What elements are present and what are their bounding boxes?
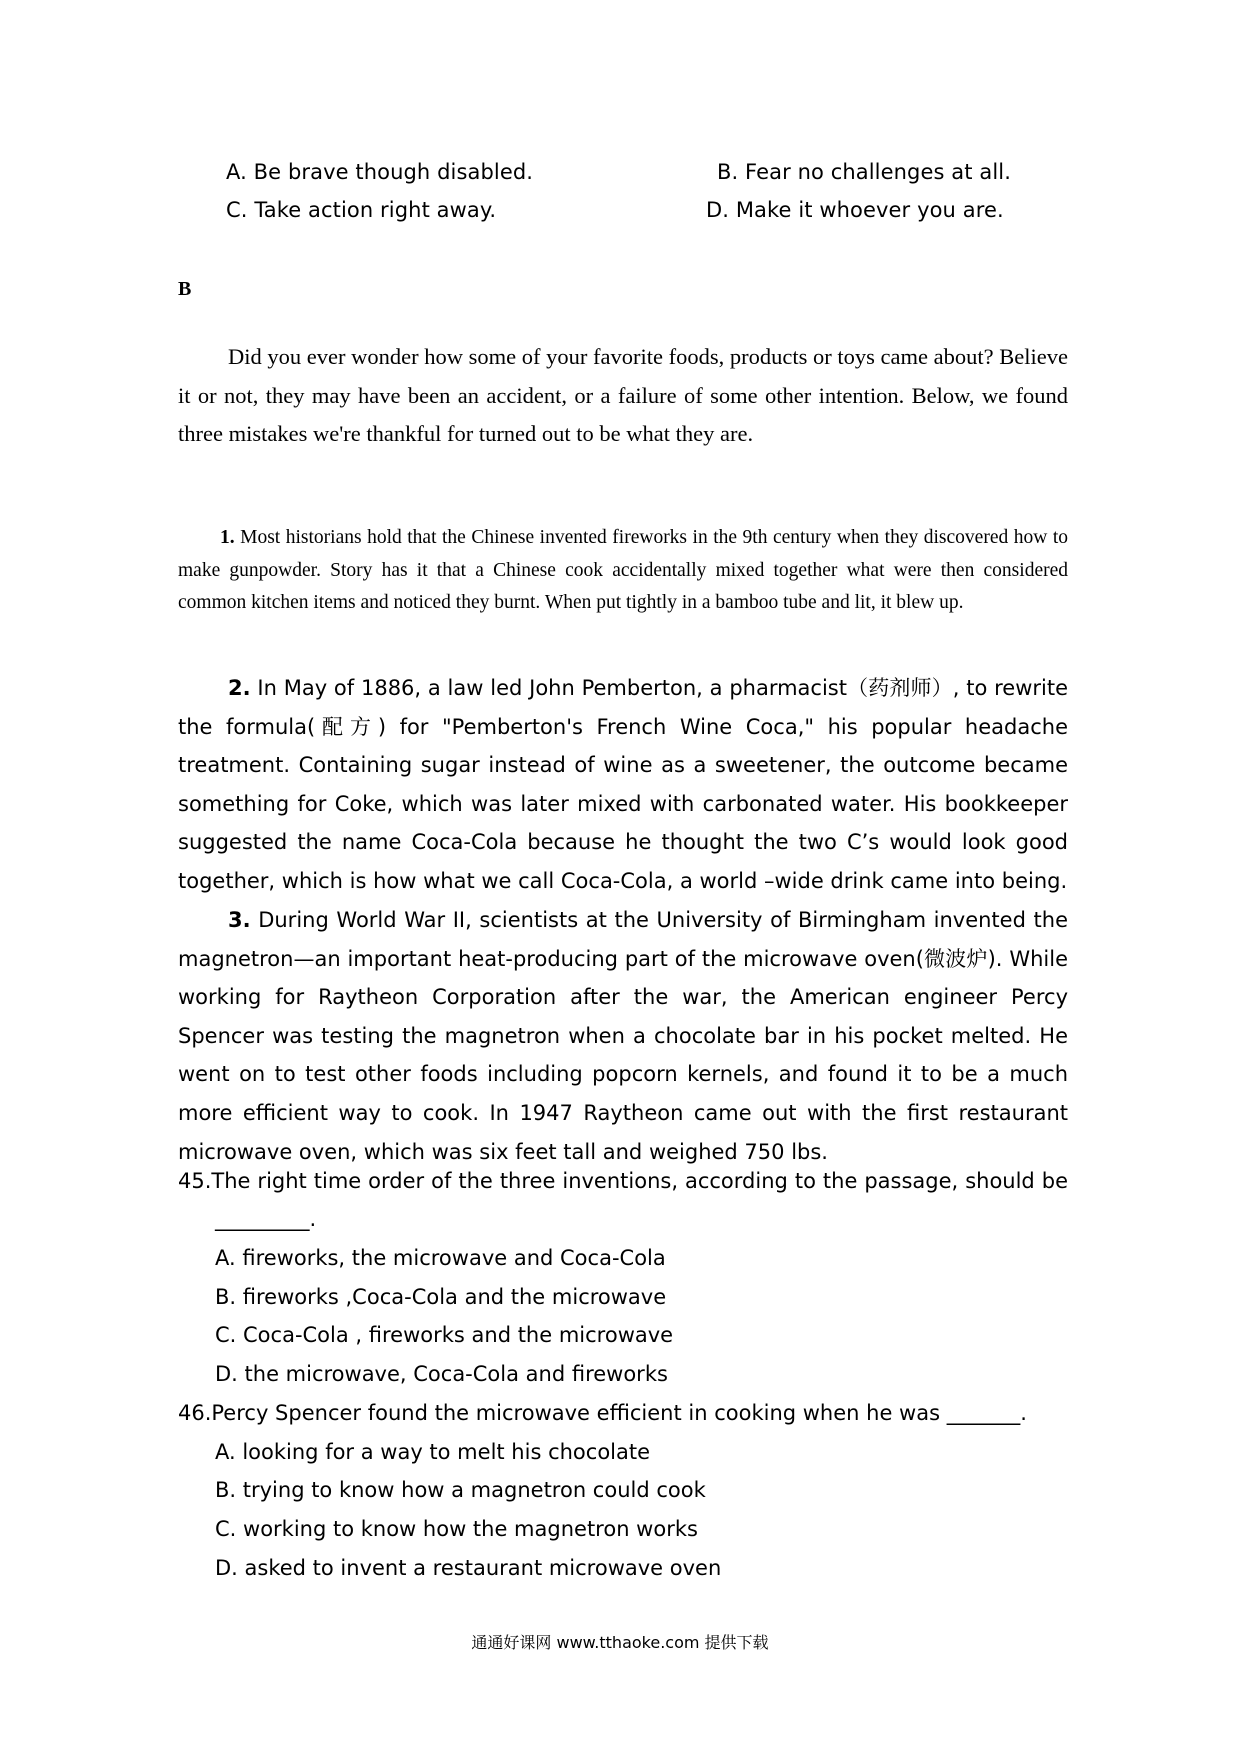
prev-option-d: D. Make it whoever you are.	[706, 198, 1004, 222]
item-text: In May of 1886, a law led John Pemberton, a pharmacist（药剂师）, to rewrite the formula(配方) for "Pemberton's French Wine Coca," his popular headache treatment. Containing sugar instead of wine as a sweetener, the outcome became something for Coke, which was later mixed with carbonated water. His bookkeeper suggested the name Coca-Cola because he thought the two C’s would look good together, which is how what we call Coca-Cola, a world –wide drink came into being.	[178, 676, 1068, 893]
item-number: 3.	[228, 908, 251, 932]
question-45-option-b: B. fireworks ,Coca-Cola and the microwave	[215, 1285, 667, 1309]
item-text: During World War II, scientists at the University of Birmingham invented the magnetron—an important heat-producing part of the microwave oven(微波炉). While working for Raytheon Corporation after the war, the American engineer Percy Spencer was testing the magnetron when a chocolate bar in his pocket melted. He went on to test other foods including popcorn kernels, and found it to be a much more efficient way to cook. In 1947 Raytheon came out with the first restaurant microwave oven, which was six feet tall and weighed 750 lbs.	[178, 908, 1068, 1164]
passage-item-3	[178, 901, 1068, 1171]
question-45-option-a: A. fireworks, the microwave and Coca-Cola	[215, 1246, 666, 1270]
item-number: 1.	[220, 527, 235, 548]
item-text: Most historians hold that the Chinese invented fireworks in the 9th century when they discovered how to make gunpowder. Story has it that a Chinese cook accidentally mixed together what were then considered common kitchen items and noticed they burnt. When put tightly in a bamboo tube and lit, it blew up.	[178, 527, 1068, 613]
question-45-stem: 45.The right time order of the three inventions, according to the passage, should be	[178, 1169, 1068, 1193]
question-45-option-d: D. the microwave, Coca-Cola and fireworks	[215, 1362, 668, 1386]
question-46-stem: 46.Percy Spencer found the microwave efficient in cooking when he was _______.	[178, 1401, 1027, 1425]
question-46-option-a: A. looking for a way to melt his chocolate	[215, 1440, 651, 1464]
intro-paragraph: Did you ever wonder how some of your favorite foods, products or toys came about? Believe it or not, they may have been an accident, or a failure of some other intention. Below, we found three mistakes we're thankful for turned out to be what they are.	[178, 344, 1068, 446]
question-46-option-b: B. trying to know how a magnetron could cook	[215, 1478, 706, 1502]
question-46-option-d: D. asked to invent a restaurant microwave oven	[215, 1556, 722, 1580]
passage-item-1	[178, 522, 1068, 620]
question-45-blank: _________.	[215, 1207, 317, 1231]
section-label: B	[178, 278, 192, 300]
prev-option-a: A. Be brave though disabled.	[226, 160, 534, 184]
question-45-option-c: C. Coca-Cola , fireworks and the microwave	[215, 1323, 674, 1347]
passage-item-2	[178, 669, 1068, 901]
question-46-option-c: C. working to know how the magnetron works	[215, 1517, 698, 1541]
prev-option-c: C. Take action right away.	[226, 198, 497, 222]
prev-option-b: B. Fear no challenges at all.	[717, 160, 1011, 184]
item-number: 2.	[228, 676, 251, 700]
page-footer: 通通好课网 www.tthaoke.com 提供下载	[471, 1633, 769, 1652]
